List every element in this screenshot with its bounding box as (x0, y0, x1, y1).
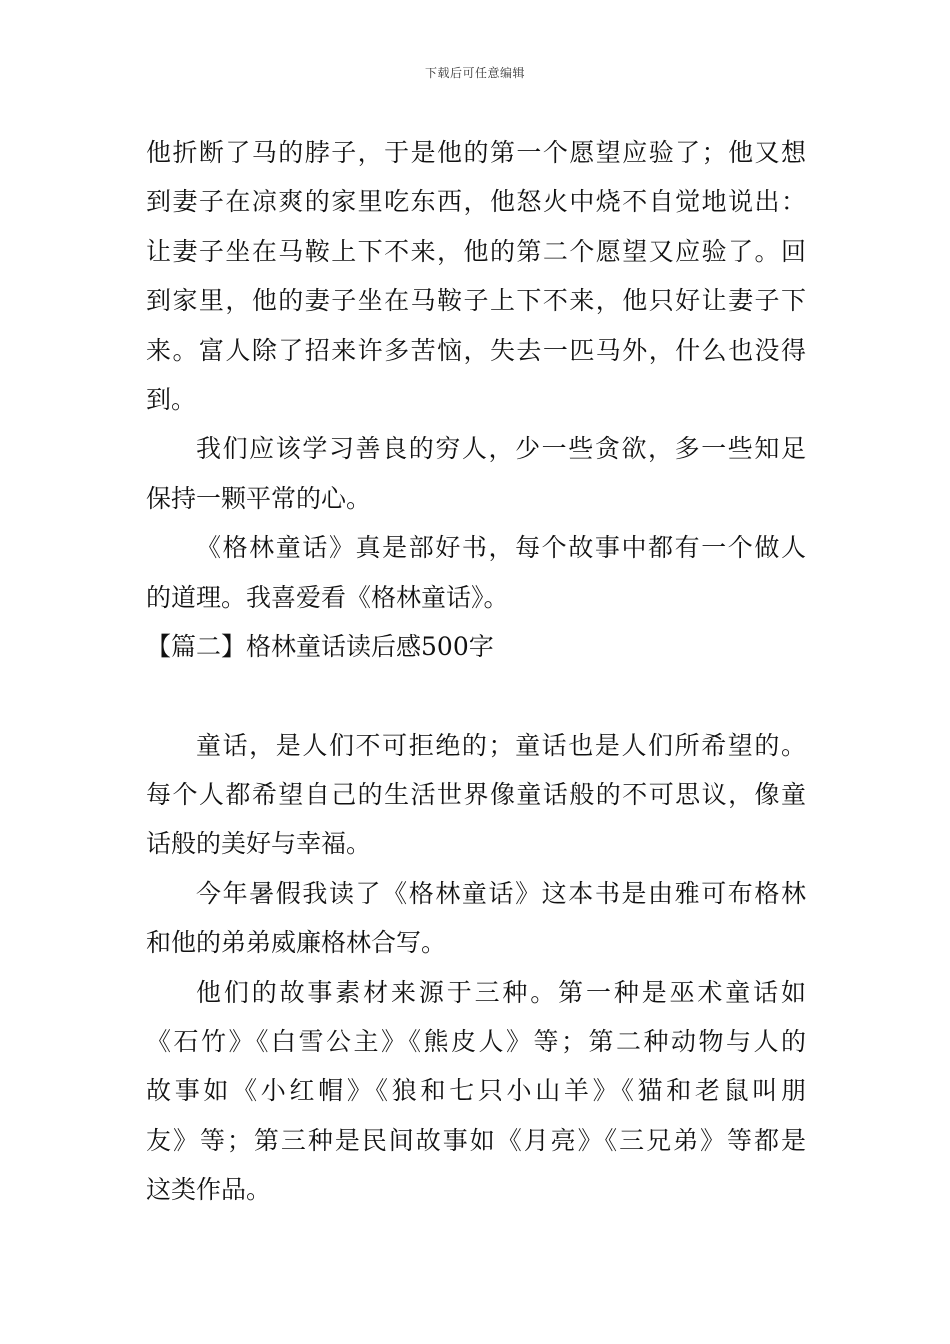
paragraph (146, 523, 806, 622)
text-line: 到。 (146, 384, 197, 414)
text-line: 话般的美好与幸福。 (146, 829, 372, 859)
text-line: 的道理。我喜爱看《格林童话》。 (146, 582, 509, 612)
text-line: 这类作品。 (146, 1175, 272, 1205)
text-line: 到妻子在凉爽的家里吃东西，他怒火中烧不自觉地说出： (146, 187, 806, 217)
text-line: 来。富人除了招来许多苦恼，失去一匹马外，什么也没得 (146, 335, 806, 365)
text-line: 他折断了马的脖子，于是他的第一个愿望应验了；他又想 (146, 138, 806, 167)
paragraph (146, 968, 806, 1215)
text-line: 和他的弟弟威廉格林合写。 (146, 928, 447, 958)
paragraph (146, 869, 806, 968)
text-line: 友》等；第三种是民间故事如《月亮》《三兄弟》等都是 (146, 1125, 806, 1155)
blank-line (146, 671, 806, 720)
text-line: 《格林童话》真是部好书，每个故事中都有一个做人 (196, 533, 806, 563)
paragraph (146, 128, 806, 424)
text-line: 他们的故事素材来源于三种。第一种是巫术童话如 (196, 977, 806, 1007)
page-header: 下载后可任意编辑 (424, 66, 525, 80)
text-line: 今年暑假我读了《格林童话》这本书是由雅可布格林 (196, 878, 806, 908)
text-line: 到家里，他的妻子坐在马鞍子上下不来，他只好让妻子下 (146, 286, 806, 316)
document-body (146, 128, 806, 1215)
text-line: 让妻子坐在马鞍上下不来，他的第二个愿望又应验了。回 (146, 236, 806, 266)
text-line: 保持一颗平常的心。 (146, 483, 372, 513)
text-line: 童话，是人们不可拒绝的；童话也是人们所希望的。 (196, 730, 806, 760)
text-line: 故事如《小红帽》《狼和七只小山羊》《猫和老鼠叫朋 (146, 1076, 806, 1106)
text-line: 每个人都希望自己的生活世界像童话般的不可思议，像童 (146, 780, 806, 810)
paragraph (146, 721, 806, 869)
paragraph (146, 424, 806, 523)
text-line: 我们应该学习善良的穷人，少一些贪欲，多一些知足 (196, 434, 806, 464)
text-line: 《石竹》《白雪公主》《熊皮人》等；第二种动物与人的 (146, 1027, 806, 1057)
section-heading: 【篇二】格林童话读后感500字 (146, 631, 494, 661)
